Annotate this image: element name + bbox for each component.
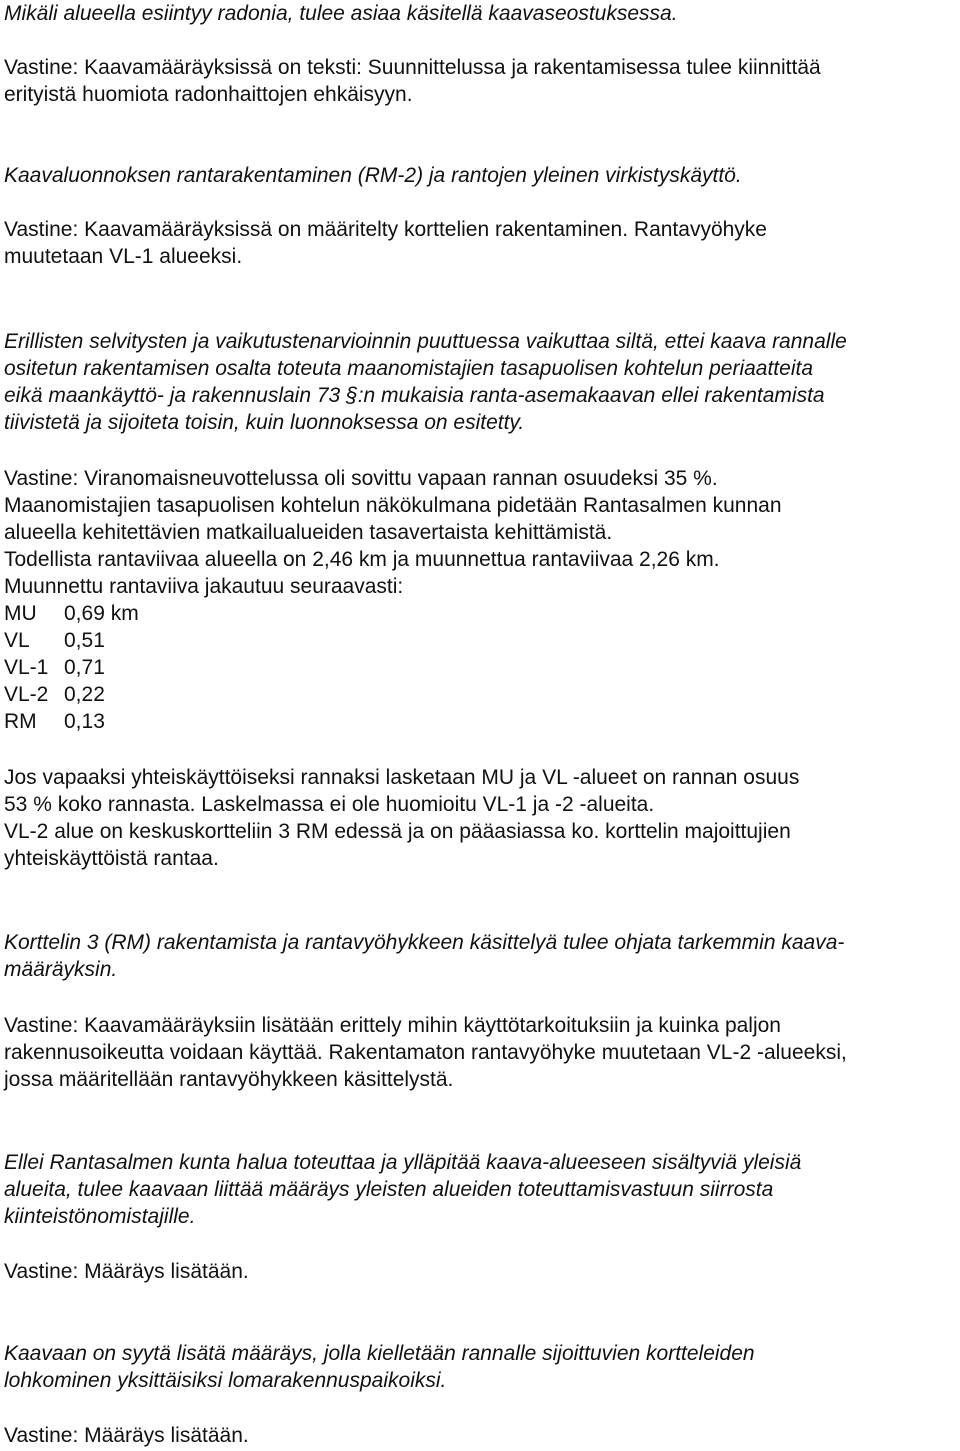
response-radon [4, 54, 956, 108]
zone-code: RM [4, 710, 37, 733]
response-public-areas [4, 1258, 956, 1285]
zone-length: 0,51 [64, 629, 105, 652]
text-line: Ellei Rantasalmen kunta halua toteuttaa ja ylläpitää kaava-alueeseen sisältyviä yleisiä [4, 1151, 802, 1174]
text-line: Vastine: Viranomaisneuvottelussa oli sovittu vapaan rannan osuudeksi 35 %. [4, 467, 718, 490]
zone-code: MU [4, 602, 37, 625]
text-line: rakennusoikeutta voidaan käyttää. Rakentamaton rantavyöhyke muutetaan VL-2 -alueeksi, [4, 1041, 847, 1064]
text-line: Kaavaan on syytä lisätä määräys, jolla kielletään rannalle sijoittuvien kortteleiden [4, 1342, 755, 1365]
comment-plot-division [4, 1340, 956, 1394]
comment-radon [4, 0, 956, 27]
text-line: Vastine: Kaavamääräyksiin lisätään erittely mihin käyttötarkoituksiin ja kuinka paljon [4, 1014, 781, 1037]
text-line: Jos vapaaksi yhteiskäyttöiseksi rannaksi lasketaan MU ja VL -alueet on rannan osuus [4, 766, 800, 789]
shore-row [4, 600, 956, 627]
text-line: lohkominen yksittäisiksi lomarakennuspaikoiksi. [4, 1369, 447, 1392]
text-line: Kaavaluonnoksen rantarakentaminen (RM-2) ja rantojen yleinen virkistyskäyttö. [4, 164, 742, 187]
text-line: VL-2 alue on keskuskortteliin 3 RM edessä ja on pääasiassa ko. korttelin majoittujien [4, 820, 791, 843]
text-line: tiivistetä ja sijoiteta toisin, kuin luonnoksessa on esitetty. [4, 411, 525, 434]
response-block-3 [4, 1012, 956, 1093]
text-line: Vastine: Kaavamääräyksissä on määritelty korttelien rakentaminen. Rantavyöhyke [4, 218, 767, 241]
text-line: Muunnettu rantaviiva jakautuu seuraavasti: [4, 575, 404, 598]
shore-row [4, 627, 956, 654]
response-plot-division [4, 1422, 956, 1449]
text-line: alueella kehitettävien matkailualueiden tasavertaista kehittämistä. [4, 521, 613, 544]
shore-row [4, 708, 956, 735]
response-shore-share [4, 764, 956, 872]
shore-row [4, 654, 956, 681]
text-line: Vastine: Kaavamääräyksissä on teksti: Suunnittelussa ja rakentamisessa tulee kiinnittää [4, 56, 821, 79]
response-shore-building [4, 216, 956, 270]
text-line: 53 % koko rannasta. Laskelmassa ei ole huomioitu VL-1 ja -2 -alueita. [4, 793, 655, 816]
text-line: Erillisten selvitysten ja vaikutustenarvioinnin puuttuessa vaikuttaa siltä, ettei kaava rannalle [4, 330, 847, 353]
text-line: Maanomistajien tasapuolisen kohtelun näkökulmana pidetään Rantasalmen kunnan [4, 494, 782, 517]
zone-length: 0,71 [64, 656, 105, 679]
text-line: Todellista rantaviivaa alueella on 2,46 km ja muunnettua rantaviivaa 2,26 km. [4, 548, 720, 571]
zone-code: VL-1 [4, 656, 49, 679]
comment-equal-treatment [4, 328, 956, 436]
text-line: kiinteistönomistajille. [4, 1205, 196, 1228]
text-line: jossa määritellään rantavyöhykkeen käsittelystä. [4, 1068, 454, 1091]
text-line: Vastine: Määräys lisätään. [4, 1424, 249, 1447]
text-line: Korttelin 3 (RM) rakentamista ja rantavyöhykkeen käsittelyä tulee ohjata tarkemmin kaava- [4, 931, 845, 954]
comment-public-areas [4, 1149, 956, 1230]
shore-length-table [4, 600, 956, 735]
text-line: Mikäli alueella esiintyy radonia, tulee asiaa käsitellä kaavaseostuksessa. [4, 2, 678, 25]
zone-code: VL-2 [4, 683, 49, 706]
zone-length: 0,22 [64, 683, 105, 706]
text-line: yhteiskäyttöistä rantaa. [4, 847, 219, 870]
text-line: ositetun rakentamisen osalta toteuta maanomistajien tasapuolisen kohtelun periaatteita [4, 357, 814, 380]
text-line: erityistä huomiota radonhaittojen ehkäisyyn. [4, 83, 413, 106]
zone-code: VL [4, 629, 30, 652]
zone-length: 0,13 [64, 710, 105, 733]
text-line: muutetaan VL-1 alueeksi. [4, 245, 243, 268]
response-free-shore [4, 465, 956, 735]
text-line: määräyksin. [4, 958, 118, 981]
comment-shore-building [4, 162, 956, 189]
zone-length: 0,69 km [64, 602, 139, 625]
text-line: alueita, tulee kaavaan liittää määräys yleisten alueiden toteuttamisvastuun siirrosta [4, 1178, 774, 1201]
text-line: eikä maankäyttö- ja rakennuslain 73 §:n mukaisia ranta-asemakaavan ellei rakentamista [4, 384, 825, 407]
shore-row [4, 681, 956, 708]
text-line: Vastine: Määräys lisätään. [4, 1260, 249, 1283]
comment-block-3 [4, 929, 956, 983]
